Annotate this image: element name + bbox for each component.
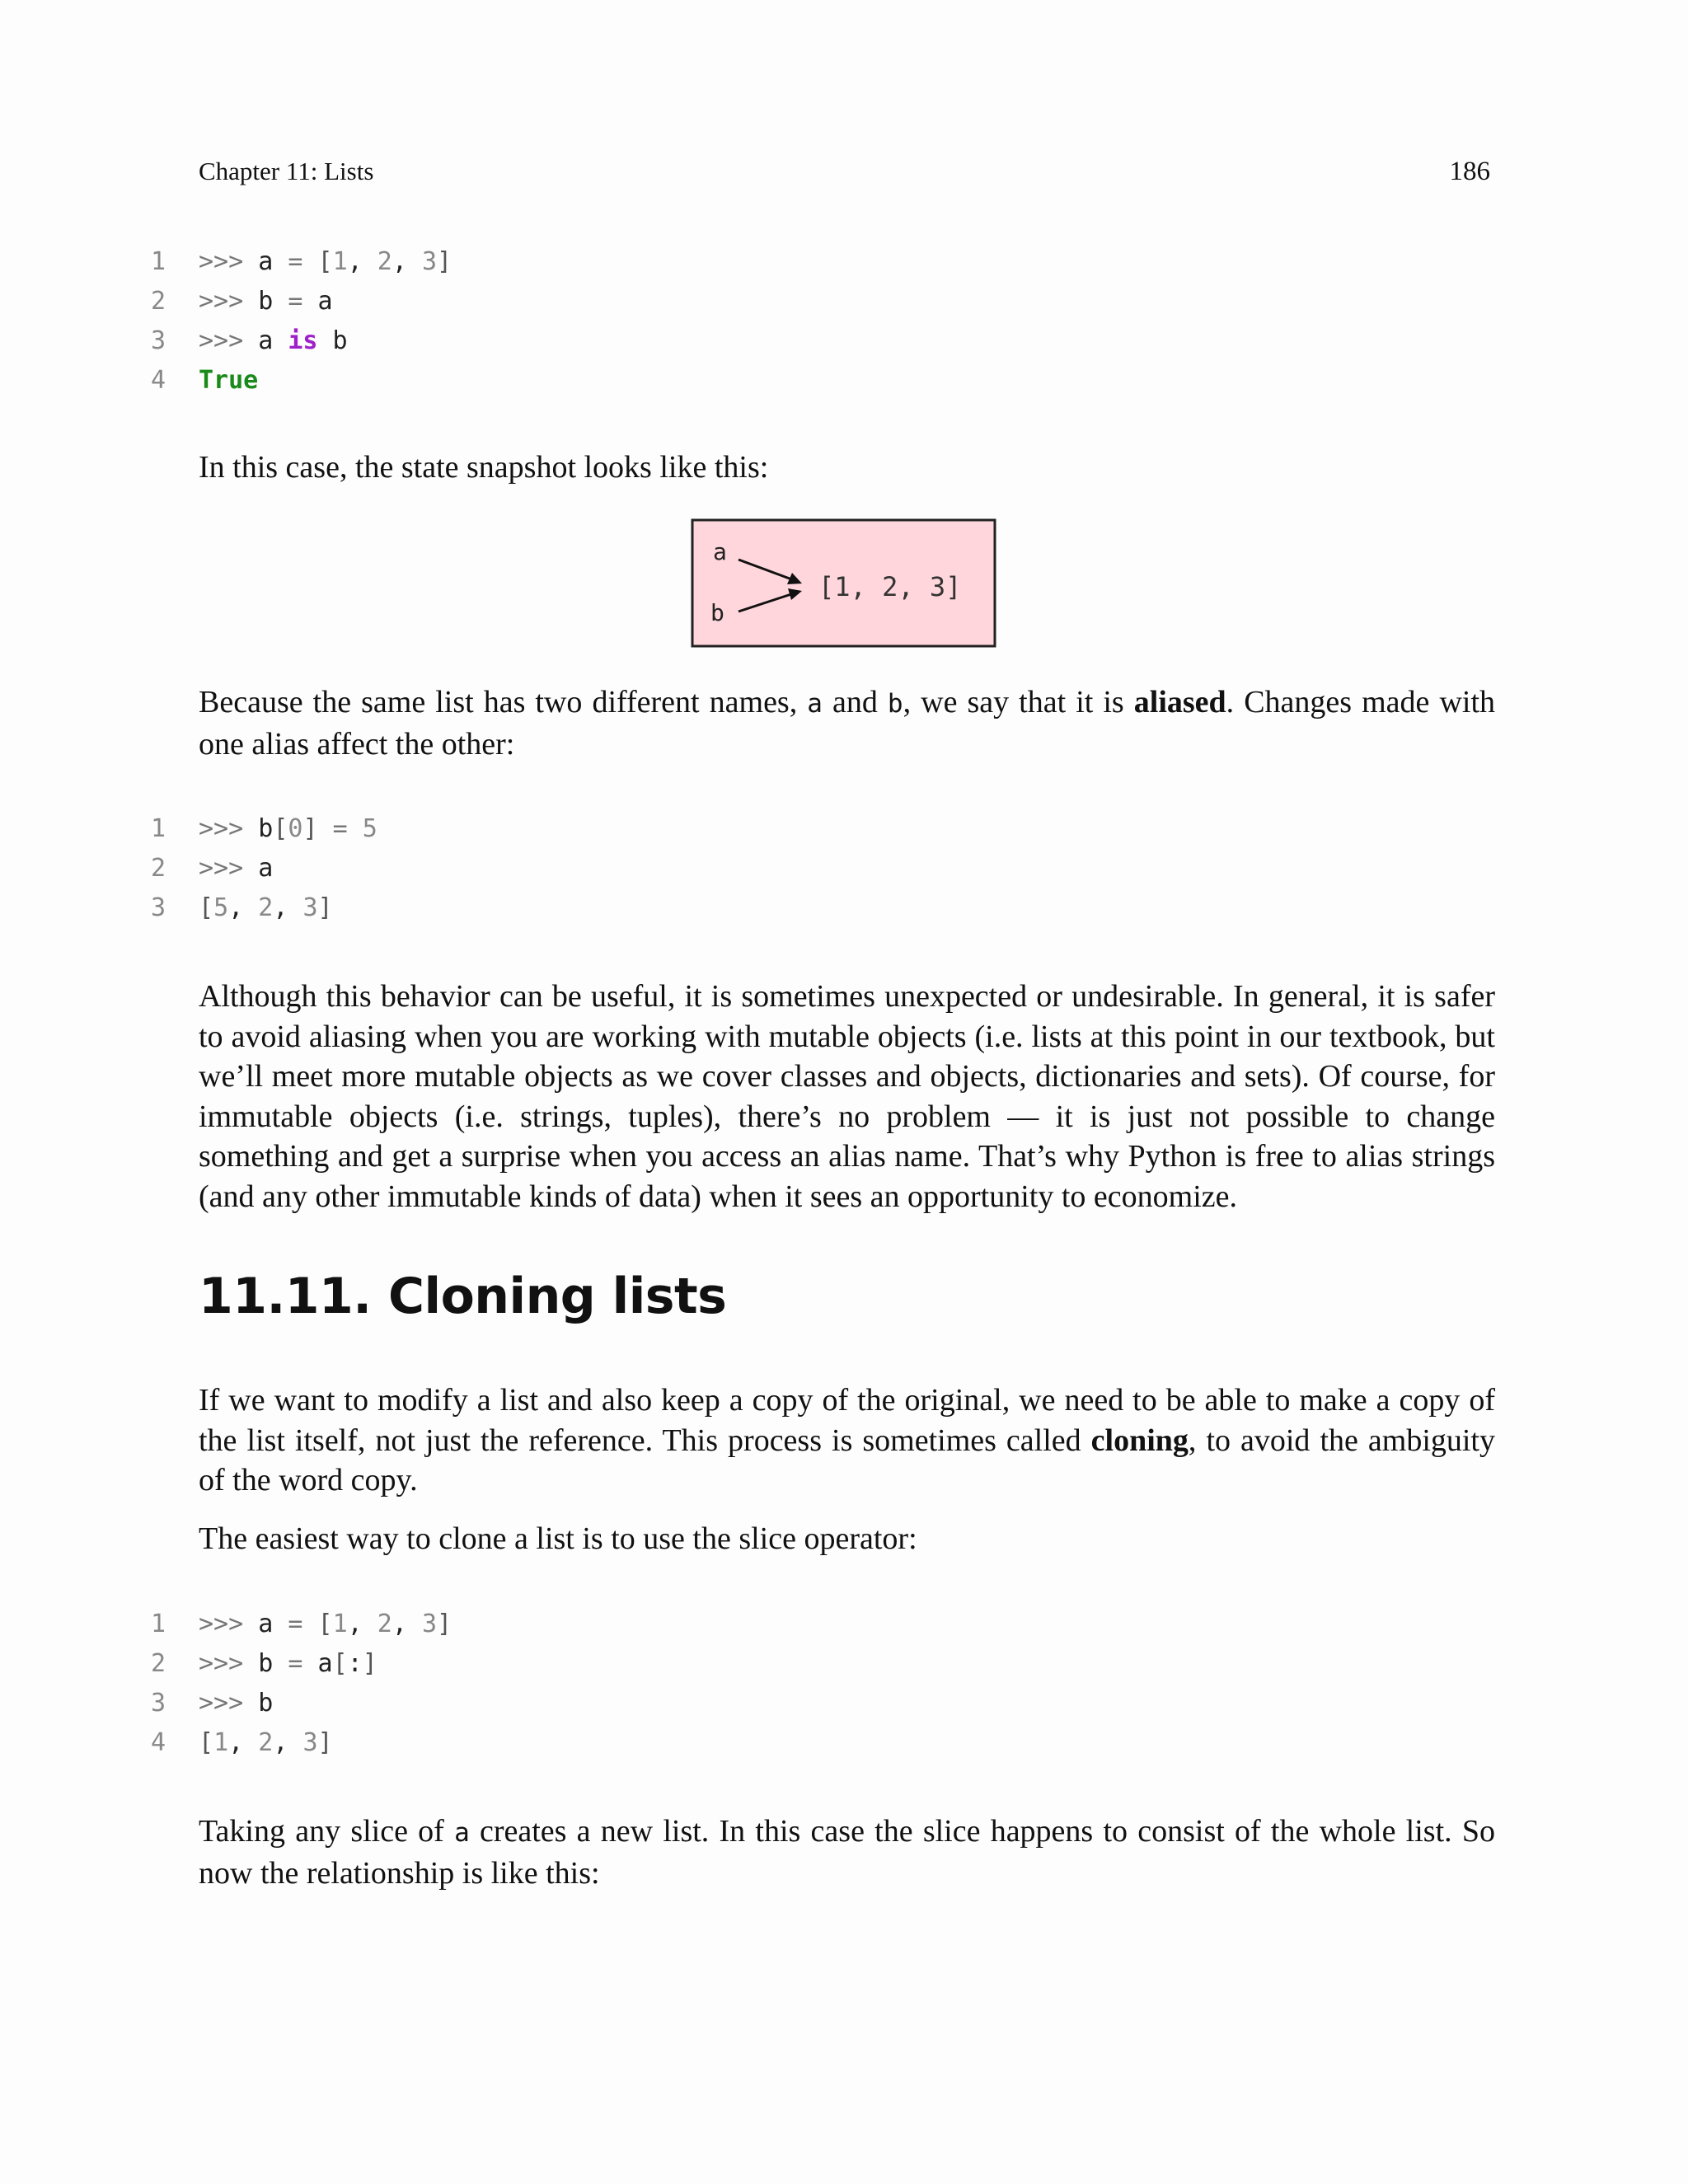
line-number: 3	[151, 893, 166, 922]
running-header	[199, 157, 1490, 190]
code-text: >>> b = a[:]	[199, 1649, 377, 1678]
paragraph-slice-result: Taking any slice of a creates a new list. In this case the slice happens to consist of the whole list. So now the relationship is like this:	[199, 1814, 1496, 1891]
inline-code: b	[887, 689, 903, 719]
page-number: 186	[1449, 157, 1490, 186]
paragraph-slice-intro: The easiest way to clone a list is to use the slice operator:	[199, 1521, 917, 1556]
inline-code: a	[454, 1818, 470, 1848]
line-number: 1	[151, 814, 166, 843]
line-number: 2	[151, 287, 166, 316]
bold-term: cloning	[1090, 1422, 1189, 1458]
code-line	[0, 854, 1688, 893]
code-line	[0, 366, 1688, 405]
line-number: 3	[151, 1689, 166, 1718]
code-text: [5, 2, 3]	[199, 893, 333, 922]
section-heading: 11.11. Cloning lists	[199, 1268, 727, 1325]
code-line	[0, 247, 1688, 287]
code-text: True	[199, 366, 259, 395]
line-number: 3	[151, 326, 166, 355]
code-text: >>> b = a	[199, 287, 333, 316]
code-line	[0, 287, 1688, 326]
code-line	[0, 1728, 1688, 1768]
chapter-title: Chapter 11: Lists	[199, 157, 374, 185]
diagram-list-value: [1, 2, 3]	[818, 571, 962, 602]
line-number: 4	[151, 1728, 166, 1757]
line-number: 1	[151, 1610, 166, 1638]
paragraph-snapshot-intro: In this case, the state snapshot looks like this:	[199, 450, 769, 485]
line-number: 2	[151, 1649, 166, 1678]
code-line	[0, 326, 1688, 366]
inline-code: a	[807, 689, 823, 719]
line-number: 1	[151, 247, 166, 276]
paragraph-aliased: Because the same list has two different names, a and b, we say that it is aliased. Changes made with one alias affect the other:	[199, 685, 1496, 762]
code-line	[0, 814, 1688, 854]
bold-term: aliased	[1133, 685, 1226, 719]
paragraph-aliasing-caution: Although this behavior can be useful, it is sometimes unexpected or undesirable. In general, it is safer to avoid aliasing when you are working with mutable objects (i.e. lists at this point in our textbook, but we’ll meet more mutable objects as we cover classes and objects, dictionaries and sets). Of course, for immutable objects (i.e. strings, tuples), there’s no problem — it is just not possible to change something and get a surprise when you access an alias name. That’s why Python is free to alias strings (and any other immutable kinds of data) when it sees an opportunity to economize.	[199, 979, 1495, 1214]
code-text: >>> a = [1, 2, 3]	[199, 247, 452, 276]
code-line	[0, 1610, 1688, 1649]
code-text: [1, 2, 3]	[199, 1728, 333, 1757]
code-text: >>> a	[199, 854, 274, 883]
code-text: >>> a is b	[199, 326, 348, 355]
code-text: >>> a = [1, 2, 3]	[199, 1610, 452, 1638]
line-number: 2	[151, 854, 166, 883]
code-line	[0, 893, 1688, 933]
diagram-label-b: b	[710, 599, 724, 626]
paragraph-cloning: If we want to modify a list and also keep a copy of the original, we need to be able to make a copy of the list itself, not just the reference. This process is sometimes called cloning, to avoid the ambiguity of the word copy.	[199, 1383, 1495, 1498]
diagram-label-a: a	[713, 538, 727, 565]
aliasing-state-diagram	[691, 518, 996, 648]
code-line	[0, 1689, 1688, 1728]
code-text: >>> b[0] = 5	[199, 814, 377, 843]
code-text: >>> b	[199, 1689, 274, 1718]
line-number: 4	[151, 366, 166, 395]
code-line	[0, 1649, 1688, 1689]
